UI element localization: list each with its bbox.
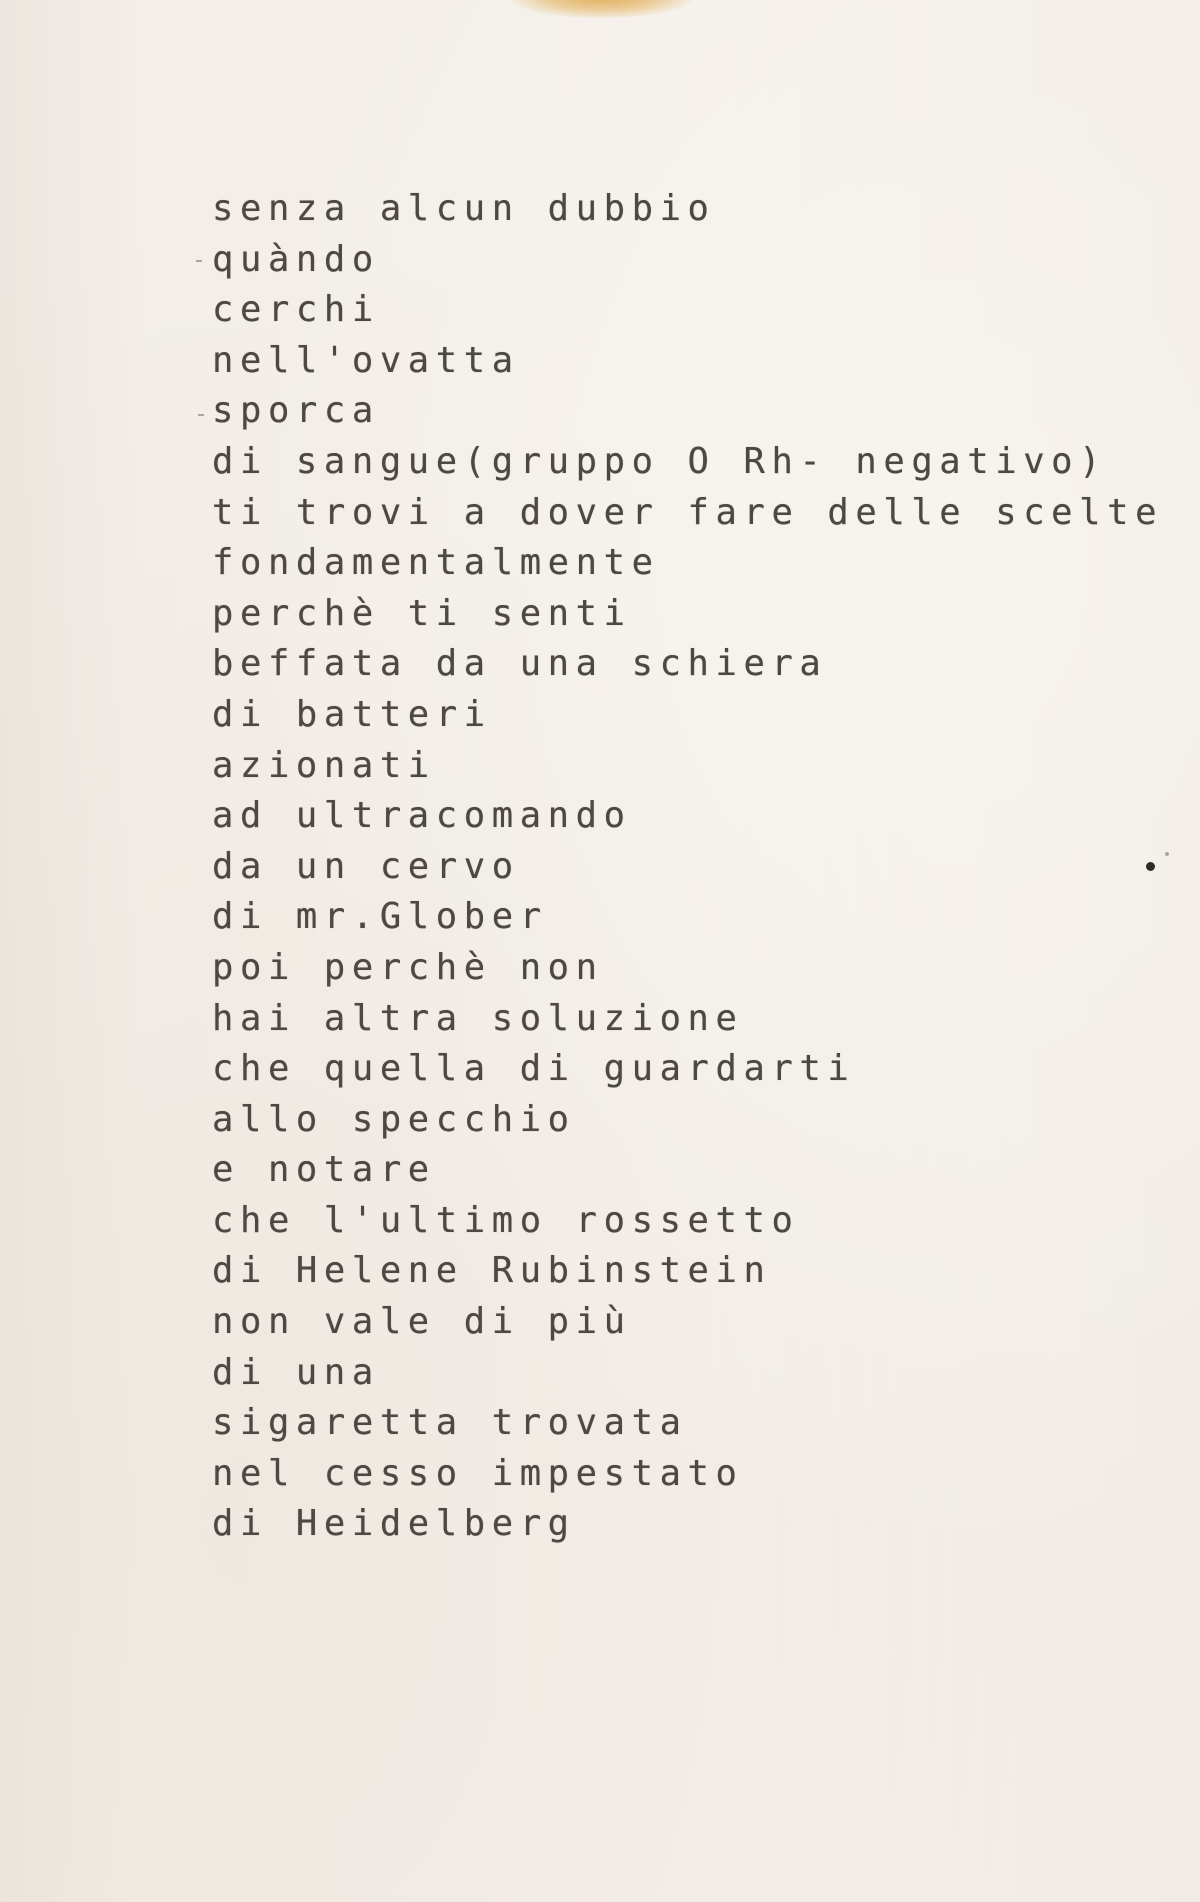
poem-line: allo specchio xyxy=(212,1098,576,1140)
paper-mark xyxy=(198,414,204,416)
poem-line: e notare xyxy=(212,1149,436,1191)
poem-line: di batteri xyxy=(212,693,492,735)
poem-line: che quella di guardarti xyxy=(212,1048,856,1090)
poem-line: poi perchè non xyxy=(212,946,604,988)
poem-line: quàndo xyxy=(212,238,380,280)
poem-text xyxy=(212,184,1164,1550)
poem-line: beffata da una schiera xyxy=(212,643,828,685)
poem-line: perchè ti senti xyxy=(212,592,632,634)
poem-line: di sangue(gruppo O Rh- negativo) xyxy=(212,440,1108,482)
paper-stain xyxy=(512,0,692,18)
poem-line: non vale di più xyxy=(212,1301,632,1343)
poem-line: di una xyxy=(212,1351,380,1393)
poem-line: sigaretta trovata xyxy=(212,1402,688,1444)
poem-line: nell'ovatta xyxy=(212,339,520,381)
poem-line: di mr.Glober xyxy=(212,896,548,938)
poem-line: di Heidelberg xyxy=(212,1503,576,1545)
paper-mark xyxy=(196,260,202,262)
poem-line: nel cesso impestato xyxy=(212,1452,744,1494)
poem-line: di Helene Rubinstein xyxy=(212,1250,772,1292)
poem-line: azionati xyxy=(212,744,436,786)
poem-line: fondamentalmente xyxy=(212,542,660,584)
poem-line: da un cervo xyxy=(212,845,520,887)
poem-line: cerchi xyxy=(212,289,380,331)
poem-line: hai altra soluzione xyxy=(212,997,744,1039)
poem-line: che l'ultimo rossetto xyxy=(212,1199,800,1241)
paper-mark xyxy=(1165,852,1169,856)
poem-line: sporca xyxy=(212,390,380,432)
poem-line: senza alcun dubbio xyxy=(212,188,716,229)
poem-line: ti trovi a dover fare delle scelte xyxy=(212,491,1164,533)
poem-line: ad ultracomando xyxy=(212,795,632,837)
